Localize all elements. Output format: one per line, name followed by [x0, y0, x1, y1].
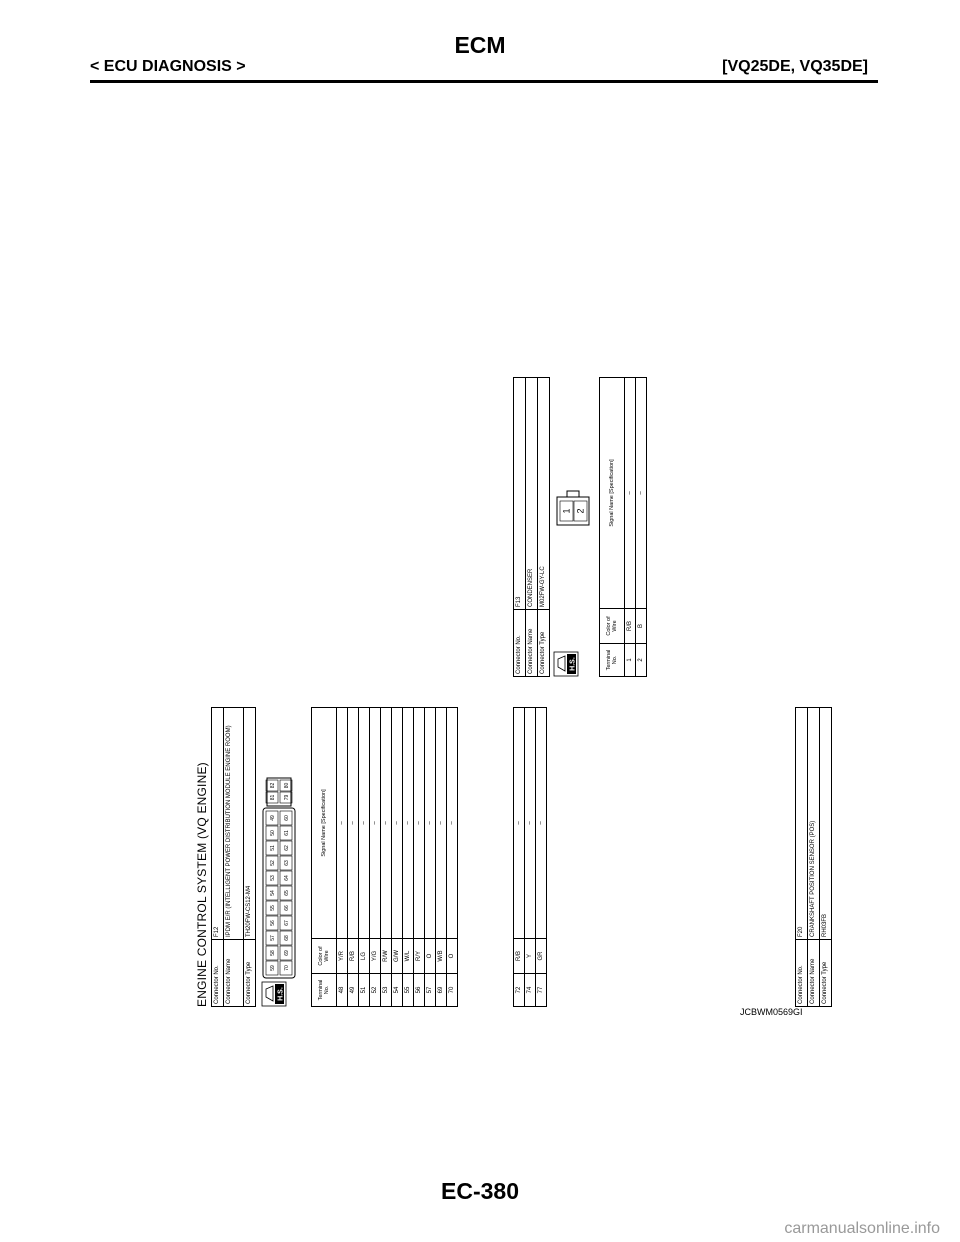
col-signal-name: Signal Name [Specification] [600, 378, 625, 609]
wire-color-cell: Y/R [337, 939, 348, 974]
pin-number: 49 [269, 815, 276, 821]
wire-color-cell: W/B [436, 939, 447, 974]
terminal-no-cell: 2 [636, 644, 647, 677]
terminal-no-cell: 69 [436, 974, 447, 1007]
pin-number: 58 [269, 950, 276, 956]
pin-number: 1 [561, 508, 572, 514]
connector-f20-header [795, 707, 832, 1007]
header-rule [90, 80, 878, 83]
pin-number: 69 [283, 950, 290, 956]
col-signal-name: Signal Name [Specification] [312, 708, 337, 939]
connector-f20-no: F20 [796, 708, 808, 940]
table-row [625, 378, 636, 677]
table-row [536, 708, 547, 1007]
terminal-no-cell: 52 [370, 974, 381, 1007]
col-terminal-no: Terminal No. [312, 974, 337, 1007]
label-connector-type: Connector Type [538, 610, 550, 677]
pin-number: 53 [269, 875, 276, 881]
signal-name-cell: – [425, 708, 436, 939]
table-row [403, 708, 414, 1007]
connector-f12-type: TH20FW-CS12-M4 [244, 708, 256, 940]
signal-name-cell: – [392, 708, 403, 939]
pin-number: 56 [269, 920, 276, 926]
wire-color-cell: W/L [403, 939, 414, 974]
section-title: ENGINE CONTROL SYSTEM (VQ ENGINE) [195, 762, 209, 1007]
label-connector-no: Connector No. [796, 940, 808, 1007]
connector-f13-face [553, 487, 593, 527]
connector-f13-no: F13 [514, 378, 526, 610]
pin-number: 67 [283, 920, 290, 926]
table-row [392, 708, 403, 1007]
connector-f20-type: RH03FB [820, 708, 832, 940]
pin-number: 52 [269, 860, 276, 866]
pin-number: 68 [283, 935, 290, 941]
table-row [414, 708, 425, 1007]
terminal-no-cell: 55 [403, 974, 414, 1007]
hs-label: H.S. [569, 657, 577, 671]
signal-name-cell: – [359, 708, 370, 939]
terminal-no-cell: 57 [425, 974, 436, 1007]
page-number: EC-380 [441, 1178, 519, 1204]
table-row [436, 708, 447, 1007]
connector-f12-header [211, 707, 256, 1007]
pin-number: 81 [269, 794, 276, 801]
wire-color-cell: GR [536, 939, 547, 974]
diagram-stage [195, 93, 832, 1007]
terminal-no-cell: 53 [381, 974, 392, 1007]
wire-color-cell: R/Y [414, 939, 425, 974]
pin-number: 80 [283, 782, 290, 789]
signal-name-cell: – [381, 708, 392, 939]
wire-color-cell: R/W [381, 939, 392, 974]
pin-number: 63 [283, 860, 290, 866]
pin-number: 60 [283, 815, 290, 821]
pin-number: 54 [269, 890, 276, 896]
pin-number: 62 [283, 845, 290, 851]
label-connector-name: Connector Name [808, 940, 820, 1007]
table-row [425, 708, 436, 1007]
terminal-no-cell: 48 [337, 974, 348, 1007]
pin-number: 64 [283, 875, 290, 881]
label-connector-no: Connector No. [212, 940, 224, 1007]
pin-number: 57 [269, 935, 276, 941]
pin-number: 65 [283, 890, 290, 896]
pin-number: 50 [269, 830, 276, 836]
pin-number: 61 [283, 830, 290, 836]
wire-color-cell: O [447, 939, 458, 974]
hs-label: H.S. [277, 987, 285, 1001]
signal-name-cell: – [370, 708, 381, 939]
table-row [636, 378, 647, 677]
connector-f20-name: CRANKSHAFT POSITION SENSOR (POS) [808, 708, 820, 940]
wire-color-cell: LG [359, 939, 370, 974]
table-row [381, 708, 392, 1007]
label-connector-name: Connector Name [526, 610, 538, 677]
signal-name-cell: – [348, 708, 359, 939]
signal-name-cell: – [636, 378, 647, 609]
terminal-no-cell: 77 [536, 974, 547, 1007]
pin-number: 82 [269, 782, 276, 789]
pin-number: 51 [269, 845, 276, 851]
connector-f12-no: F12 [212, 708, 224, 940]
signal-name-cell: – [625, 378, 636, 609]
image-reference: JCBWM0569GI [740, 1007, 803, 1017]
pin-number: 59 [269, 965, 276, 971]
connector-f12-name: IPDM E/R (INTELLIGENT POWER DISTRIBUTION MODULE ENGINE ROOM) [224, 708, 244, 940]
terminal-no-cell: 70 [447, 974, 458, 1007]
header-section: < ECU DIAGNOSIS > [90, 58, 246, 75]
hs-icon [553, 651, 579, 677]
label-connector-type: Connector Type [820, 940, 832, 1007]
table-row [525, 708, 536, 1007]
signal-name-cell: – [514, 708, 525, 939]
signal-name-cell: – [536, 708, 547, 939]
col-color-of-wire: Color of Wire [312, 939, 337, 974]
pin-number: 66 [283, 905, 290, 911]
terminal-no-cell: 51 [359, 974, 370, 1007]
table-row [359, 708, 370, 1007]
terminal-no-cell: 49 [348, 974, 359, 1007]
table-row [337, 708, 348, 1007]
connector-f13-name: CONDENSER [526, 378, 538, 610]
signal-name-cell: – [403, 708, 414, 939]
col-terminal-no: Terminal No. [600, 644, 625, 677]
connector-f13-header [513, 377, 550, 677]
terminal-no-cell: 54 [392, 974, 403, 1007]
wire-color-cell: R/B [348, 939, 359, 974]
table-row [447, 708, 458, 1007]
pin-number: 2 [575, 508, 586, 514]
table-row [370, 708, 381, 1007]
terminal-no-cell: 56 [414, 974, 425, 1007]
connector-f12-cont-table [513, 707, 547, 1007]
wire-color-cell: R/B [514, 939, 525, 974]
terminal-no-cell: 1 [625, 644, 636, 677]
pin-number: 79 [283, 794, 290, 801]
col-color-of-wire: Color of Wire [600, 609, 625, 644]
signal-name-cell: – [525, 708, 536, 939]
label-connector-no: Connector No. [514, 610, 526, 677]
header-title: ECM [454, 32, 506, 58]
diagram-content [195, 93, 832, 1007]
signal-name-cell: – [337, 708, 348, 939]
wire-color-cell: R/B [625, 609, 636, 644]
connector-f13-type: M02FW-GY-LC [538, 378, 550, 610]
wire-color-cell: G/W [392, 939, 403, 974]
wire-color-cell: Y/G [370, 939, 381, 974]
terminal-no-cell: 74 [525, 974, 536, 1007]
wire-color-cell: O [425, 939, 436, 974]
hs-icon [261, 981, 287, 1007]
table-row [514, 708, 525, 1007]
table-row [348, 708, 359, 1007]
signal-name-cell: – [447, 708, 458, 939]
footer-watermark: carmanualsonline.info [784, 1220, 940, 1237]
label-connector-name: Connector Name [224, 940, 244, 1007]
wire-color-cell: Y [525, 939, 536, 974]
header-engine: [VQ25DE, VQ35DE] [722, 58, 868, 75]
connector-f12-face [261, 774, 297, 979]
pin-number: 70 [283, 965, 290, 971]
pin-number: 55 [269, 905, 276, 911]
terminal-no-cell: 72 [514, 974, 525, 1007]
label-connector-type: Connector Type [244, 940, 256, 1007]
wire-color-cell: B [636, 609, 647, 644]
connector-f13-signal-table [599, 377, 647, 677]
connector-f12-signal-table [311, 707, 458, 1007]
signal-name-cell: – [414, 708, 425, 939]
signal-name-cell: – [436, 708, 447, 939]
